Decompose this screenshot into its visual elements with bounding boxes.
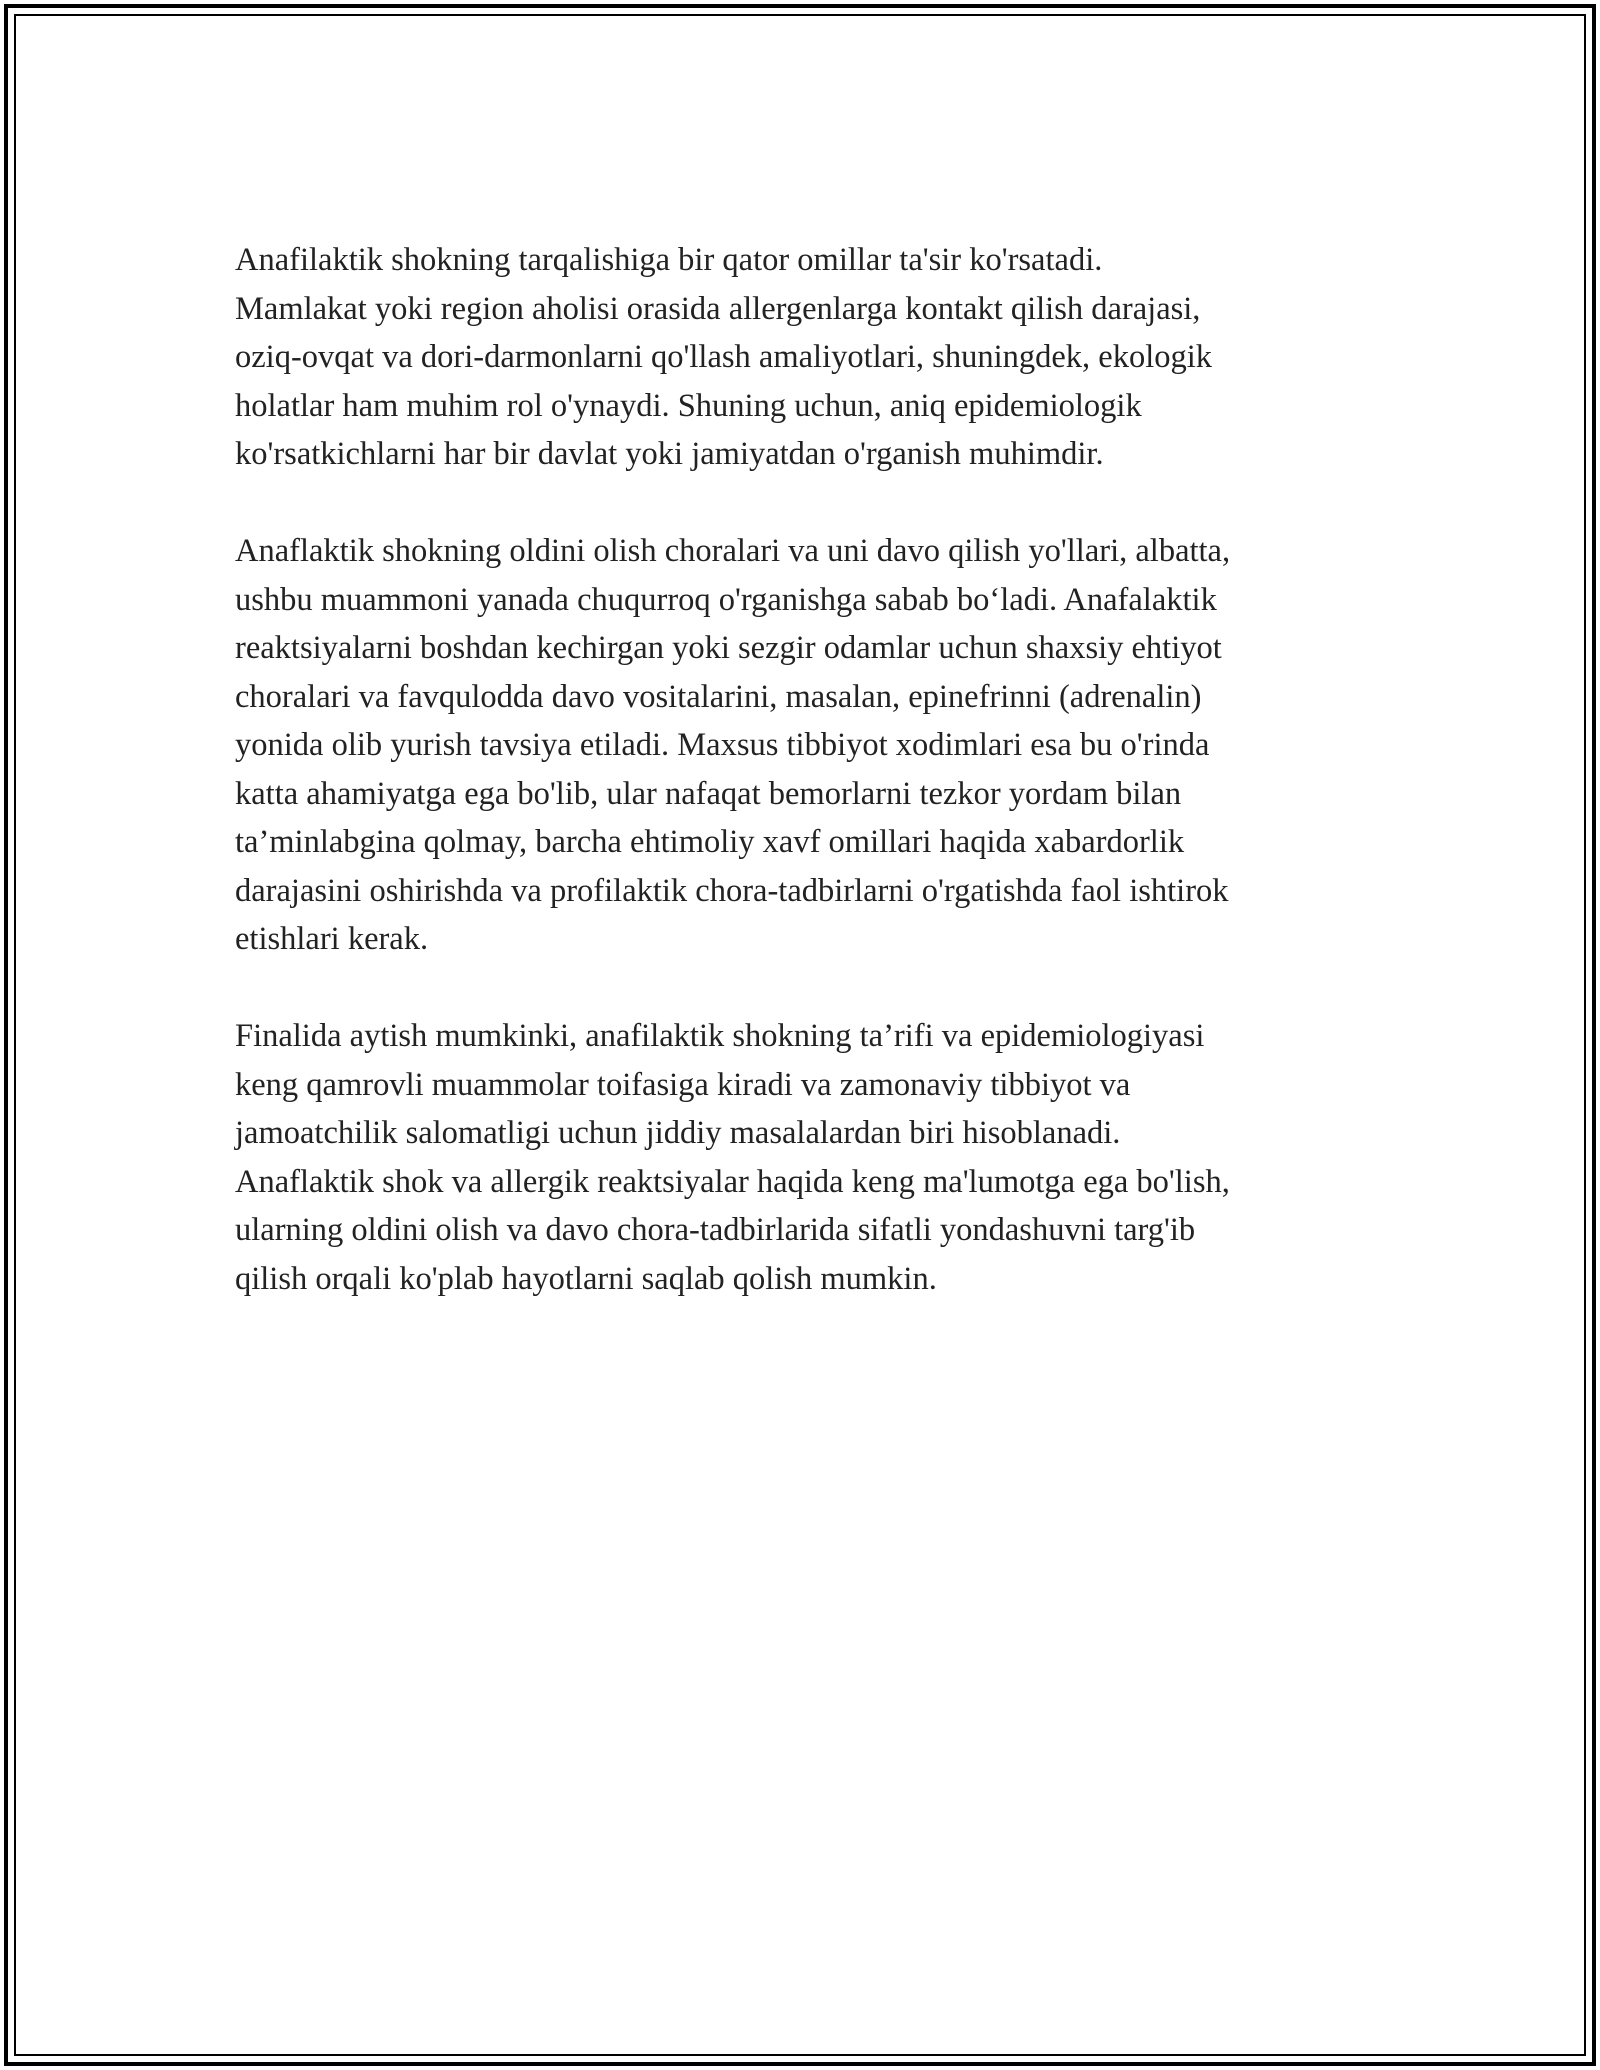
document-body [235,236,1395,1352]
paragraph-conclusion: Finalida aytish mumkinki, anafilaktik shokning ta’rifi va epidemiologiyasi keng qamrovli muammolar toifasiga kiradi va zamonaviy tibbiyot va jamoatchilik salomatligi uchun jiddiy masalalardan biri hisoblanadi. Anaflaktik shok va allergik reaktsiyalar haqida keng ma'lumotga ega bo'lish, ularning oldini olish va davo chora-tadbirlarida sifatli yondashuvni targ'ib qilish orqali ko'plab hayotlarni saqlab qolish mumkin. [235,1018,1230,1297]
paragraph-prevention-treatment: Anaflaktik shokning oldini olish choralari va uni davo qilish yo'llari, albatta, ushbu muammoni yanada chuqurroq o'rganishga sabab bo‘ladi. Anafalaktik reaktsiyalarni boshdan kechirgan yoki sezgir odamlar uchun shaxsiy ehtiyot choralari va favqulodda davo vositalarini, masalan, epinefrinni (adrenalin) yonida olib yurish tavsiya etiladi. Maxsus tibbiyot xodimlari esa bu o'rinda katta ahamiyatga ega bo'lib, ular nafaqat bemorlarni tezkor yordam bilan ta’minlabgina qolmay, barcha ehtimoliy xavf omillari haqida xabardorlik darajasini oshirishda va profilaktik chora-tadbirlarni o'rgatishda faol ishtirok etishlari kerak. [235,533,1231,957]
paragraph-prevalence-factors: Anafilaktik shokning tarqalishiga bir qator omillar ta'sir ko'rsatadi. Mamlakat yoki region aholisi orasida allergenlarga kontakt qilish darajasi, oziq-ovqat va dori-darmonlarni qo'llash amaliyotlari, shuningdek, ekologik holatlar ham muhim rol o'ynaydi. Shuning uchun, aniq epidemiologik ko'rsatkichlarni har bir davlat yoki jamiyatdan o'rganish muhimdir. [235,242,1213,472]
